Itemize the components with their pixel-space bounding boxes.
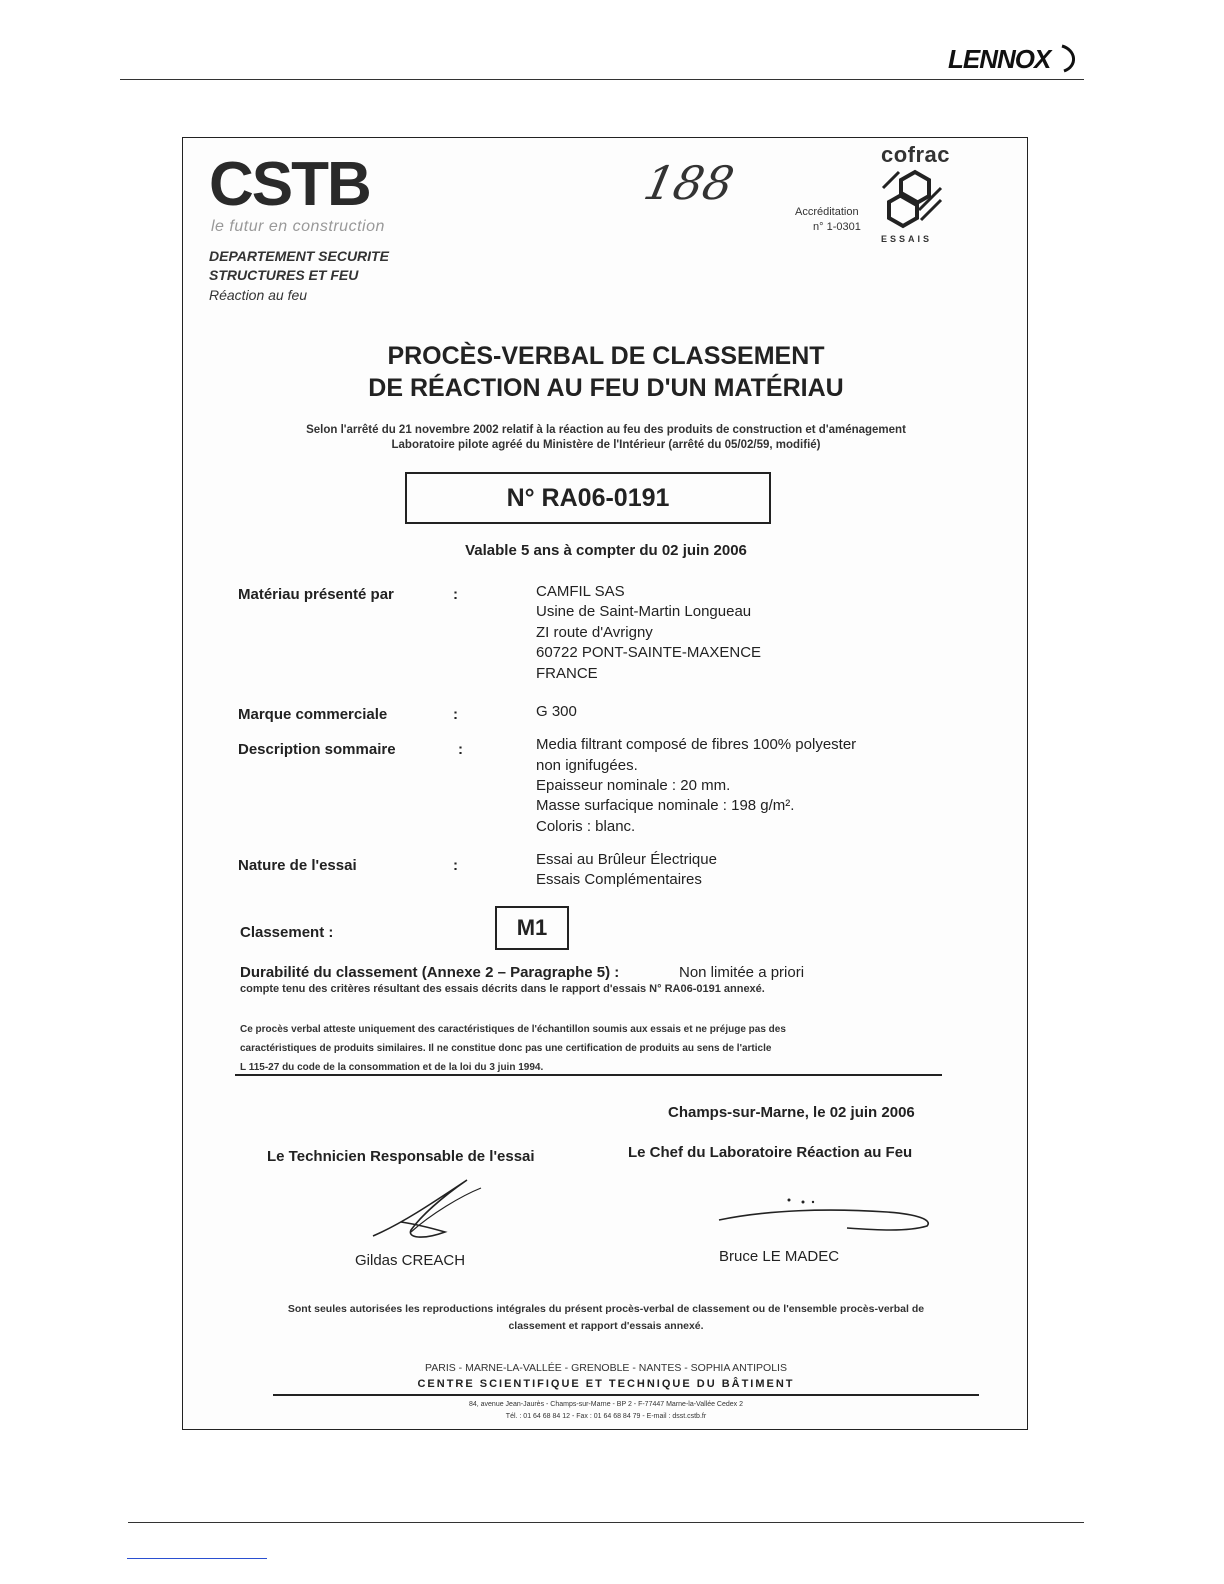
cstb-contact: Tél. : 01 64 68 84 12 - Fax : 01 64 68 84 79 - E-mail : dsst.cstb.fr [505, 1413, 707, 1420]
department-line: DEPARTEMENT SECURITE [209, 248, 389, 264]
signatory-right-title: Le Chef du Laboratoire Réaction au Feu [628, 1144, 913, 1161]
footer-rule [128, 1522, 1084, 1523]
nature-line: Essais Complémentaires [536, 871, 702, 888]
field-colon: : [453, 857, 458, 874]
disclaimer-line: caractéristiques de produits similaires. Il ne constitue donc pas une certification de produits au sens de l'article [240, 1043, 772, 1054]
validity-statement: Valable 5 ans à compter du 02 juin 2006 [465, 542, 747, 559]
cofrac-logo-text: cofrac [881, 142, 951, 167]
description-line: non ignifugées. [536, 757, 638, 774]
durabilite-note: compte tenu des critères résultant des essais décrits dans le rapport d'essais N° RA06-0191 annexé. [240, 983, 765, 995]
cstb-address: 84, avenue Jean-Jaurès - Champs-sur-Marne - BP 2 - F-77447 Marne-la-Vallée Cedex 2 [468, 1401, 744, 1408]
document-title: DE RÉACTION AU FEU D'UN MATÉRIAU [368, 374, 844, 402]
document-title: PROCÈS-VERBAL DE CLASSEMENT [387, 342, 825, 370]
document-subtitle: Selon l'arrêté du 21 novembre 2002 relatif à la réaction au feu des produits de construction et d'aménagement [306, 424, 906, 436]
cstb-cities: PARIS - MARNE-LA-VALLÉE - GRENOBLE - NANTES - SOPHIA ANTIPOLIS [425, 1362, 787, 1374]
disclaimer-line: Ce procès verbal atteste uniquement des caractéristiques de l'échantillon soumis aux essais et ne préjuge pas des [240, 1024, 786, 1035]
department-line: Réaction au feu [209, 287, 308, 303]
accreditation-label: Accréditation [795, 206, 859, 218]
cstb-logo: CSTB [209, 150, 370, 219]
field-label-marque: Marque commerciale [238, 706, 388, 723]
classement-value-box: M1 [495, 906, 569, 950]
description-line: Masse surfacique nominale : 198 g/m². [536, 797, 795, 814]
report-number-box: N° RA06-0191 [405, 472, 771, 524]
cofrac-hexagon-icon [881, 166, 943, 232]
presenter-line: CAMFIL SAS [536, 583, 625, 600]
department-line: STRUCTURES ET FEU [209, 267, 359, 283]
field-label-nature: Nature de l'essai [238, 857, 357, 874]
marque-value: G 300 [536, 703, 577, 720]
cstb-tagline: le futur en construction [211, 218, 385, 235]
presenter-line: FRANCE [536, 665, 598, 682]
divider [235, 1074, 942, 1076]
reproduction-notice: classement et rapport d'essais annexé. [508, 1320, 704, 1332]
field-label-description: Description sommaire [238, 741, 396, 758]
description-line: Coloris : blanc. [536, 818, 636, 835]
disclaimer-line: L 115-27 du code de la consommation et de la loi du 3 juin 1994. [240, 1062, 544, 1073]
certificate-scan [182, 137, 1028, 1430]
durabilite-label: Durabilité du classement (Annexe 2 – Paragraphe 5) : [240, 964, 620, 981]
divider [273, 1394, 979, 1396]
description-line: Media filtrant composé de fibres 100% polyester [536, 736, 857, 753]
signatory-right-name: Bruce LE MADEC [719, 1248, 840, 1265]
reproduction-notice: Sont seules autorisées les reproductions intégrales du présent procès-verbal de classement ou de l'ensemble procès-verbal de [287, 1303, 925, 1315]
nature-line: Essai au Brûleur Électrique [536, 851, 717, 868]
signature-left-image [371, 1174, 511, 1244]
classement-label: Classement : [240, 924, 334, 941]
field-colon: : [458, 741, 463, 758]
presenter-line: ZI route d'Avrigny [536, 624, 653, 641]
description-line: Epaisseur nominale : 20 mm. [536, 777, 731, 794]
accreditation-number: n° 1-0301 [813, 221, 861, 233]
field-label-presente-par: Matériau présenté par [238, 586, 394, 603]
signature-right-image [717, 1190, 937, 1240]
cstb-centre-name: CENTRE SCIENTIFIQUE ET TECHNIQUE DU BÂTIMENT [417, 1378, 795, 1390]
place-and-date: Champs-sur-Marne, le 02 juin 2006 [668, 1104, 915, 1121]
signatory-left-title: Le Technicien Responsable de l'essai [267, 1148, 535, 1165]
field-colon: : [453, 586, 458, 603]
handwritten-number: 188 [639, 156, 739, 210]
lennox-logo [944, 40, 1084, 76]
durabilite-value: Non limitée a priori [679, 964, 805, 981]
presenter-line: 60722 PONT-SAINTE-MAXENCE [536, 644, 762, 661]
field-colon: : [453, 706, 458, 723]
cofrac-essais-label: ESSAIS [881, 234, 933, 244]
document-subtitle: Laboratoire pilote agréé du Ministère de l'Intérieur (arrêté du 05/02/59, modifié) [391, 439, 821, 451]
svg-text:LENNOX: LENNOX [948, 44, 1051, 74]
signatory-left-name: Gildas CREACH [355, 1252, 466, 1269]
presenter-line: Usine de Saint-Martin Longueau [536, 603, 752, 620]
footer-link-underline[interactable] [127, 1558, 267, 1559]
header-rule [120, 79, 1084, 80]
